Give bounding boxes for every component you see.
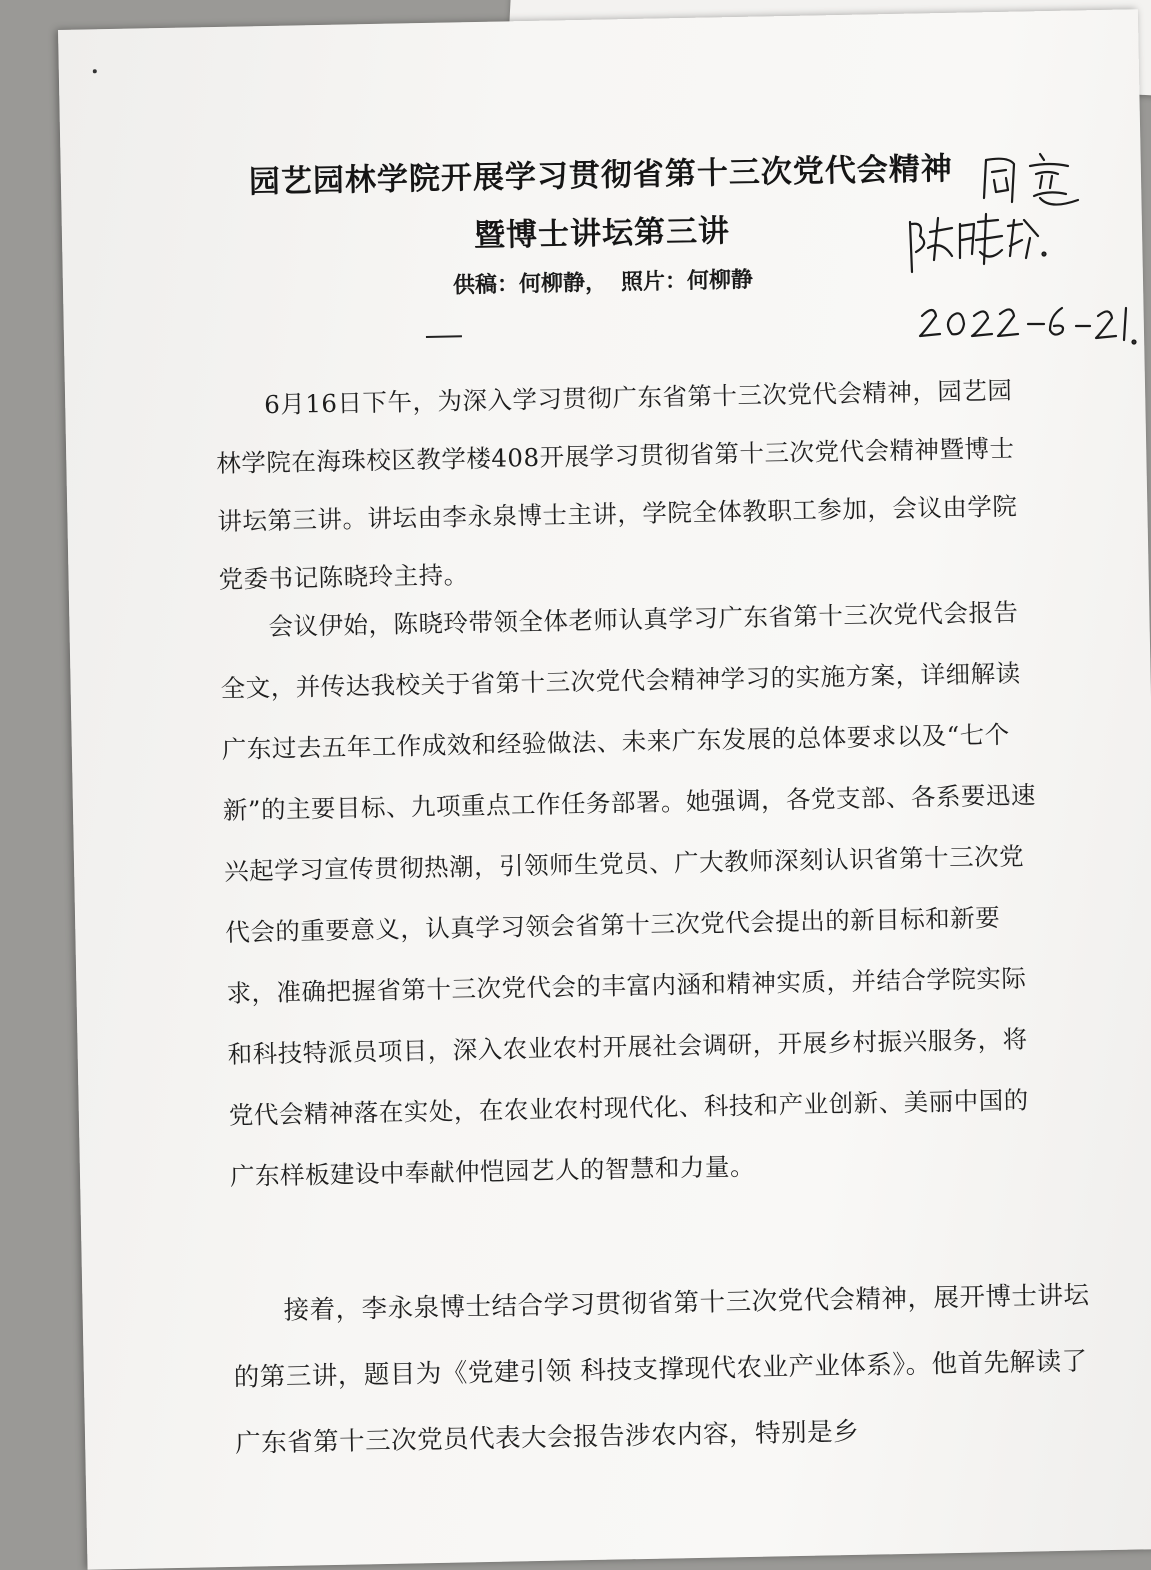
paragraph-2: 会议伊始，陈晓玲带领全体老师认真学习广东省第十三次党代会报告全文，并传达我校关于省第十三次党代会精神学习的实施方案，详细解读广东过去五年工作成效和经验做法、未来广东发展的总体要求以及“七个新”的主要目标、九项重点工作任务部署。她强调，各党支部、各系要迅速兴起学习宣传贯彻热潮，引领师生党员、广大教师深刻认识省第十三次党代会的重要意义，认真学习领会省第十三次党代会提出的新目标和新要求，准确把握省第十三次党代会的丰富内涵和精神实质，并结合学院实际和科技特派员项目，深入农业农村开展社会调研，开展乡村振兴服务，将党代会精神落在实处，在农业农村现代化、科技和产业创新、美丽中国的广东样板建设中奉献仲恺园艺人的智慧和力量。	[220, 597, 1037, 1191]
signature-name	[890, 140, 938, 144]
approval-text	[890, 140, 922, 144]
paragraph-1: 6月16日下午，为深入学习贯彻广东省第十三次党代会精神，园艺园林学院在海珠校区教学楼408开展学习贯彻省第十三次党代会精神暨博士讲坛第三讲。讲坛由李永泉博士主讲，学院全体教职工参加，会议由学院党委书记陈晓玲主持。	[216, 375, 1018, 595]
paper-speck	[93, 69, 97, 73]
credit-line	[223, 258, 983, 304]
signature-date	[890, 140, 977, 144]
handwritten-annotation	[890, 140, 1150, 360]
paragraph-3: 接着，李永泉博士结合学习贯彻省第十三次党代会精神，展开博士讲坛的第三讲，题目为《党建引领 科技支撑现代农业产业体系》。他首先解读了广东省第十三次党员代表大会报告涉农内容，特别是乡	[233, 1280, 1090, 1459]
document-title-line-1: 园艺园林学院开展学习贯彻省第十三次党代会精神	[248, 150, 954, 201]
short-dash-mark	[426, 335, 462, 338]
credit-source: 供稿：何柳静，	[452, 270, 608, 299]
document-title-line-2: 暨博士讲坛第三讲	[473, 213, 731, 255]
handwritten-signature	[890, 140, 1150, 360]
credit-photo: 照片：何柳静	[620, 267, 754, 296]
